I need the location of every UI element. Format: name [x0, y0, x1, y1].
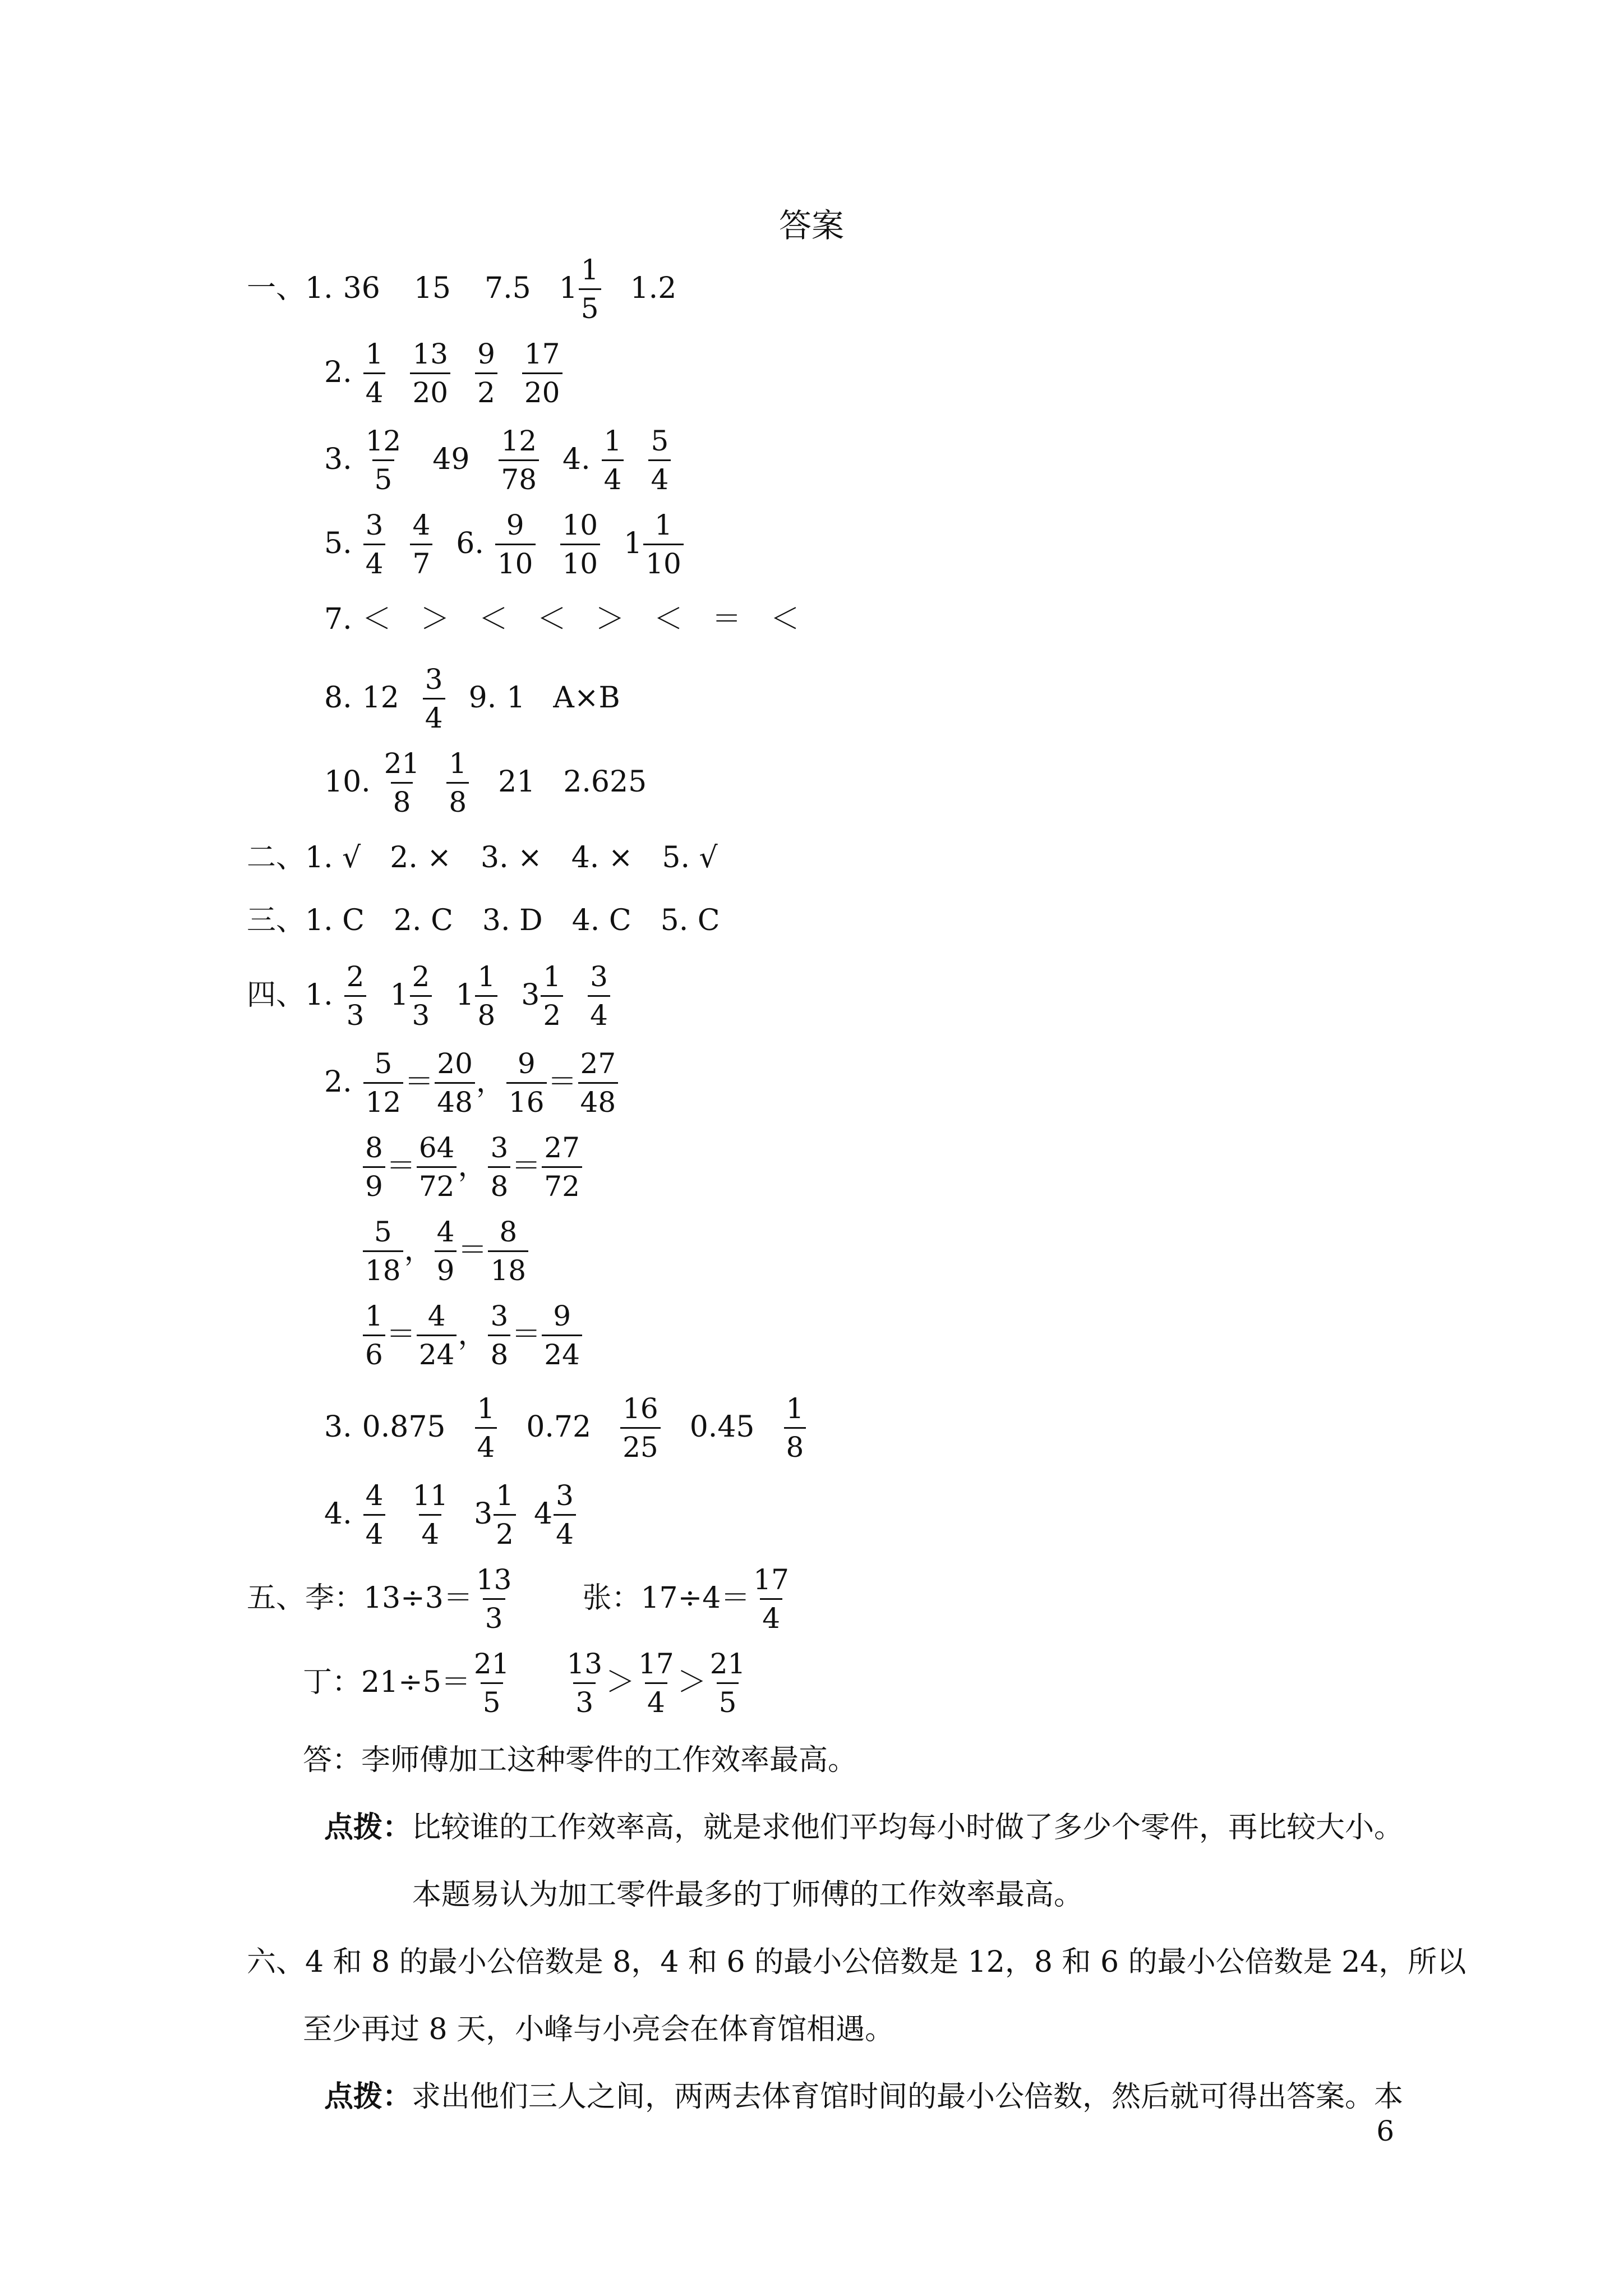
fraction: $\frac{4}{9}$: [435, 1218, 457, 1285]
s2-line: 二、1. √ 2. × 3. × 4. × 5. √: [247, 841, 718, 875]
fraction: $\frac{10}{10}$: [560, 511, 601, 578]
fraction: $\frac{4}{7}$: [410, 511, 432, 578]
fraction: $\frac{1}{6}$: [363, 1302, 385, 1369]
fraction: $\frac{1}{4}$: [475, 1395, 497, 1461]
s4-line-2: 2. $\frac{5}{12}$ ＝ $\frac{20}{48}$ ， $\frac{9}{16}$ ＝ $\frac{27}{48}$: [324, 1041, 619, 1125]
s5-answer: 答：李师傅加工这种零件的工作效率最高。: [303, 1743, 857, 1777]
fraction: $\frac{17}{20}$: [522, 340, 562, 407]
fraction: $\frac{13}{20}$: [410, 340, 450, 407]
fraction: $\frac{21}{5}$: [473, 1647, 510, 1719]
s4-line-1: 四、 1. $\frac{2}{3}$ 1 $\frac{2}{3}$ 1 $\frac{1}{8}$ 3 $\frac{1}{2}$ $\frac{3}{4}$: [247, 954, 611, 1038]
s1-line-3: 3. $\frac{12}{5}$ 49 $\frac{12}{78}$ 4. $\frac{1}{4}$ $\frac{5}{4}$: [324, 418, 672, 502]
fraction: $\frac{13}{3}$: [476, 1563, 512, 1635]
fraction: $\frac{1}{8}$: [446, 749, 469, 816]
s5-line-1: 五、 李：13÷3＝ $\frac{13}{3}$ 张：17÷4＝ $\frac{17}{4}$: [247, 1557, 792, 1641]
s1-line-6: 8. 12 $\frac{3}{4}$ 9. 1 A×B: [324, 662, 620, 734]
s6-line-2: 至少再过 8 天，小峰与小亮会在体育馆相遇。: [303, 2013, 895, 2046]
fraction: $\frac{8}{18}$: [488, 1218, 528, 1285]
fraction: $\frac{4}{4}$: [363, 1481, 386, 1548]
fraction: $\frac{3}{8}$: [488, 1134, 510, 1200]
s5-hint: 点拨：比较谁的工作效率高，就是求他们平均每小时做了多少个零件，再比较大小。: [324, 1810, 1404, 1844]
fraction: $\frac{3}{4}$: [423, 665, 445, 732]
fraction: $\frac{5}{12}$: [363, 1050, 404, 1116]
s4-line-4: $\frac{5}{18}$ ， $\frac{4}{9}$ ＝ $\frac{8}{18}$: [362, 1209, 529, 1293]
fraction: $\frac{1}{8}$: [784, 1395, 806, 1461]
fraction: $\frac{9}{24}$: [542, 1302, 582, 1369]
fraction: $\frac{1}{4}$: [363, 340, 386, 407]
fraction: $\frac{5}{4}$: [648, 427, 671, 494]
fraction: $\frac{1}{10}$: [643, 511, 684, 578]
fraction: $\frac{1}{2}$: [541, 963, 563, 1029]
s3-line: 三、1. C 2. C 3. D 4. C 5. C: [247, 904, 720, 938]
fraction: $\frac{2}{3}$: [344, 963, 367, 1029]
fraction: $\frac{3}{8}$: [488, 1302, 510, 1369]
fraction: $\frac{27}{48}$: [578, 1050, 619, 1116]
s5-hint-2: 本题易认为加工零件最多的丁师傅的工作效率最高。: [412, 1878, 1083, 1912]
fraction: $\frac{3}{4}$: [363, 511, 386, 578]
fraction: $\frac{1}{8}$: [475, 963, 497, 1029]
s4-line-6: 3. 0.875 $\frac{1}{4}$ 0.72 $\frac{16}{25}$ 0.45 $\frac{1}{8}$: [324, 1386, 807, 1470]
fraction: $\frac{3}{4}$: [554, 1481, 576, 1548]
s4-line-5: $\frac{1}{6}$ ＝ $\frac{4}{24}$ ， $\frac{3}{8}$ ＝ $\frac{9}{24}$: [362, 1293, 583, 1377]
fraction: $\frac{16}{25}$: [620, 1395, 661, 1461]
fraction: $\frac{17}{4}$: [753, 1563, 789, 1635]
fraction: $\frac{1}{5}$: [579, 256, 601, 323]
fraction: $\frac{4}{24}$: [417, 1302, 457, 1369]
page-number: 6: [1376, 2115, 1394, 2147]
fraction: $\frac{2}{3}$: [410, 963, 432, 1029]
fraction: $\frac{27}{72}$: [542, 1134, 582, 1200]
fraction: $\frac{8}{9}$: [363, 1134, 385, 1200]
fraction: $\frac{21}{8}$: [384, 747, 420, 818]
fraction: $\frac{11}{4}$: [412, 1479, 449, 1550]
fraction: $\frac{5}{18}$: [363, 1218, 403, 1285]
s1-line-5: 7. ＜ ＞ ＜ ＜ ＞ ＜ ＝ ＜: [324, 602, 800, 637]
fraction: $\frac{13}{3}$: [566, 1647, 603, 1719]
s1-line-1: 一、 1. 36 15 7.5 1 $\frac{1}{5}$ 1.2: [247, 253, 677, 325]
fraction: $\frac{9}{16}$: [506, 1050, 547, 1116]
s4-line-7: 4. $\frac{4}{4}$ $\frac{11}{4}$ 3 $\frac{1}{2}$ 4 $\frac{3}{4}$: [324, 1473, 577, 1557]
fraction: $\frac{64}{72}$: [417, 1134, 457, 1200]
s1-line-4: 5. $\frac{3}{4}$ $\frac{4}{7}$ 6. $\frac{9}{10}$ $\frac{10}{10}$ 1 $\frac{1}{10}$: [324, 502, 685, 586]
s1-line-2: 2. $\frac{1}{4}$ $\frac{13}{20}$ $\frac{9}{2}$ $\frac{17}{20}$: [324, 331, 564, 415]
s1-line-7: 10. $\frac{21}{8}$ $\frac{1}{8}$ 21 2.625: [324, 747, 647, 818]
s6-line-1: 六、4 和 8 的最小公倍数是 8，4 和 6 的最小公倍数是 12，8 和 6 的最小公倍数是 24，所以: [247, 1945, 1467, 1979]
fraction: $\frac{3}{4}$: [588, 963, 610, 1029]
fraction: $\frac{21}{5}$: [709, 1647, 746, 1719]
s6-hint: 点拨：求出他们三人之间，两两去体育馆时间的最小公倍数，然后就可得出答案。本: [324, 2079, 1404, 2114]
s5-line-2: 丁：21÷5＝ $\frac{21}{5}$ $\frac{13}{3}$ ＞ $\frac{17}{4}$ ＞ $\frac{21}{5}$: [303, 1641, 749, 1725]
fraction: $\frac{1}{2}$: [494, 1481, 516, 1548]
fraction: $\frac{1}{4}$: [602, 427, 624, 494]
fraction: $\frac{17}{4}$: [638, 1647, 674, 1719]
s4-line-3: $\frac{8}{9}$ ＝ $\frac{64}{72}$ ， $\frac{3}{8}$ ＝ $\frac{27}{72}$: [362, 1125, 583, 1209]
fraction: $\frac{9}{10}$: [495, 511, 536, 578]
fraction: $\frac{12}{5}$: [365, 424, 402, 496]
page-title: 答案: [778, 206, 844, 245]
fraction: $\frac{12}{78}$: [499, 427, 539, 494]
fraction: $\frac{9}{2}$: [475, 340, 497, 407]
fraction: $\frac{20}{48}$: [435, 1050, 475, 1116]
